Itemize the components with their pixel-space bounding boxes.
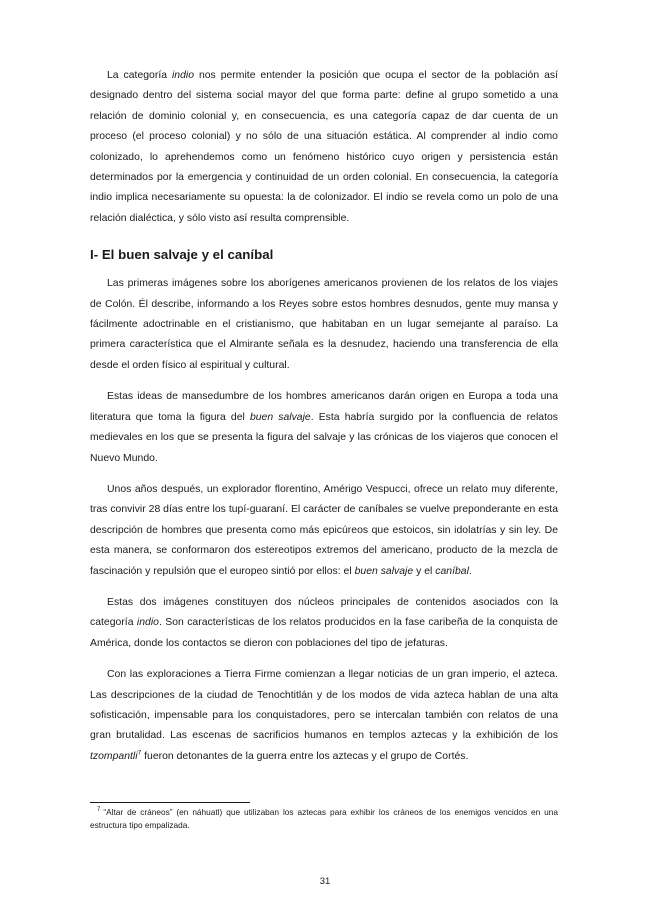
footnote-reference[interactable]: 7 — [137, 749, 142, 757]
paragraph-tierra-firme: Con las exploraciones a Tierra Firme comienzan a llegar noticias de un gran imperio, el azteca. Las descripciones de la ciudad de Tenochtitlán y de los modos de vida azteca hablan de una alta sofisticación, impensable para los conquistadores, pero se intercalan también con relatos de una gran brutalidad. Las escenas de sacrificios humanos en templos aztecas y la exhibición de los tzompantli$^7$ fueron detonantes de la guerra entre los aztecas y el grupo de Cortés. — [90, 669, 558, 762]
italic-term: indio — [136, 617, 159, 629]
footnote-text: “Altar de cráneos” (en náhuatl) que utilizaban los aztecas para exhibir los cráneos de los enemigos vencidos en una estructura tipo empalizada. — [90, 807, 558, 830]
italic-term: indio — [171, 70, 195, 81]
italic-term: buen salvaje — [249, 411, 311, 423]
page-number: 31 — [319, 876, 331, 887]
footnote-separator — [90, 802, 250, 803]
italic-term: caníbal — [435, 565, 469, 577]
italic-term: buen salvaje — [354, 565, 414, 577]
footnote — [90, 806, 558, 831]
paragraph-vespucci: Unos años después, un explorador florentino, Amérigo Vespucci, ofrece un relato muy diferente, tras convivir 28 días entre los tupí-guaraní. El carácter de caníbales se vuelve preponderante en esta descripción de hombres que presenta como más epicúreos que estoicos, sin idolatrías y sin ley. De esta manera, se conformaron dos estereotipos extremos del americano, producto de la mezcla de fascinación y repulsión que el europeo sintió por ellos: el buen salvaje y el caníbal. — [90, 483, 558, 577]
paragraph-categoria-indio: La categoría indio nos permite entender la posición que ocupa el sector de la población así designado dentro del sistema social mayor del que forma parte: define al grupo sometido a una relación de dominio colonial y, en consecuencia, es una categoría capaz de dar cuenta de un proceso (el proceso colonial) y no sólo de una situación estática. Al comprender al indio como colonizado, lo aprehendemos como un fenómeno histórico cuyo origen y persistencia están determinados por la emergencia y continuidad de un orden colonial. En consecuencia, la categoría indio implica necesariamente su opuesta: la de colonizador. El indio se revela como un polo de una relación dialéctica, y sólo visto así resulta comprensible. — [90, 70, 558, 224]
paragraph-buen-salvaje: Estas ideas de mansedumbre de los hombres americanos darán origen en Europa a toda una literatura que toma la figura del buen salvaje. Esta habría surgido por la confluencia de relatos medievales en los que se presenta la figura del salvaje y las crónicas de los viajeros que conocen el Nuevo Mundo. — [90, 391, 558, 464]
paragraph-colon: Las primeras imágenes sobre los aborígenes americanos provienen de los relatos de los viajes de Colón. Él describe, informando a los Reyes sobre estos hombres desnudos, gente muy mansa y fácilmente adoctrinable en el cristianismo, que habitaban en un lugar semejante al paraíso. La primera característica que el Almirante señala es la desnudez, haciendo una transferencia de ella desde el orden físico al espiritual y cultural. — [90, 278, 558, 371]
section-heading: I- El buen salvaje y el caníbal — [90, 247, 274, 263]
footnote-number: 7 — [97, 807, 101, 814]
italic-term: tzompantli — [90, 750, 138, 762]
paragraph-dos-imagenes: Estas dos imágenes constituyen dos núcleos principales de contenidos asociados con la categoría indio. Son características de los relatos producidos en la fase caribeña de la conquista de América, donde los contactos se dieron con poblaciones del tipo de jefaturas. — [90, 596, 558, 649]
page-body — [90, 66, 558, 778]
